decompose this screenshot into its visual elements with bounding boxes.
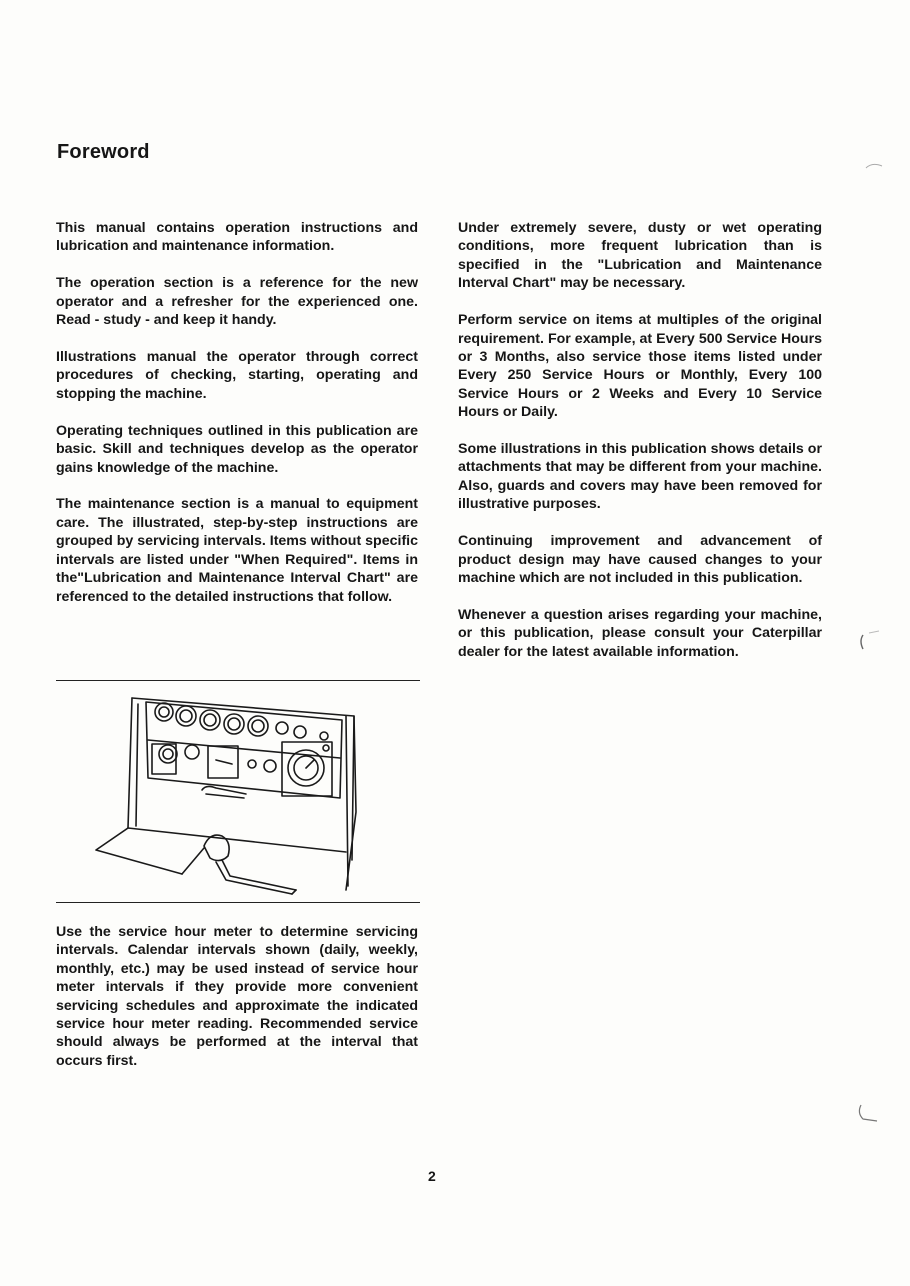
paragraph-operating-techniques: Operating techniques outlined in this publication are basic. Skill and techniques develop as the operator gains knowledge of the machine. [56,422,418,476]
paragraph-maintenance-section: The maintenance section is a manual to equipment care. The illustrated, step-by-step instructions are grouped by servicing intervals. Items without specific intervals are listed under "When Required". Items in the"Lubrication and Maintenance Interval Chart" are referenced to the detailed instructions that follow. [56,496,418,605]
paragraph-continuing-improvement: Continuing improvement and advancement of product design may have caused changes to your machine which are not included in this publication. [458,533,822,586]
scan-artifact-mark [855,625,895,665]
paragraph-illustrations: Illustrations manual the operator through correct procedures of checking, starting, operating and stopping the machine. [56,349,418,402]
figure-bottom-rule [56,902,420,903]
paragraph-severe-conditions: Under extremely severe, dusty or wet operating conditions, more frequent lubrication than is specified in the "Lubrication and Maintenance Interval Chart" may be necessary. [458,220,822,292]
scan-artifact-mark [862,160,892,190]
paragraph-operation-section: The operation section is a reference for the new operator and a refresher for the experienced one. Read - study - and keep it handy. [56,275,418,329]
page-number: 2 [428,1168,436,1184]
paragraph-intro: This manual contains operation instructions and lubrication and maintenance information. [56,220,418,255]
paragraph-illustration-differences: Some illustrations in this publication shows details or attachments that may be different from your machine. Also, guards and covers may have been removed for illustrative purposes. [458,441,822,513]
page-title: Foreword [57,141,150,163]
left-column-bottom [56,923,418,1089]
scan-artifact-mark [855,1095,895,1135]
paragraph-contact-dealer: Whenever a question arises regarding your machine, or this publication, please consult your Caterpillar dealer for the latest available information. [458,606,822,660]
paragraph-service-hour-meter: Use the service hour meter to determine servicing intervals. Calendar intervals shown (daily, weekly, monthly, etc.) may be used instead of service hour meter intervals if they provide more convenient servicing schedules and approximate the indicated service hour meter reading. Recommended service should always be performed at the interval that occurs first. [56,924,418,1069]
operator-console-illustration [56,680,420,904]
right-column [458,219,822,680]
left-column [56,219,418,624]
paragraph-perform-service: Perform service on items at multiples of the original requirement. For example, at Every 500 Service Hours or 3 Months, also service those items listed under Every 250 Service Hours or Monthly, Every 100 Service Hours or 2 Weeks and Every 10 Service Hours or Daily. [458,312,822,421]
